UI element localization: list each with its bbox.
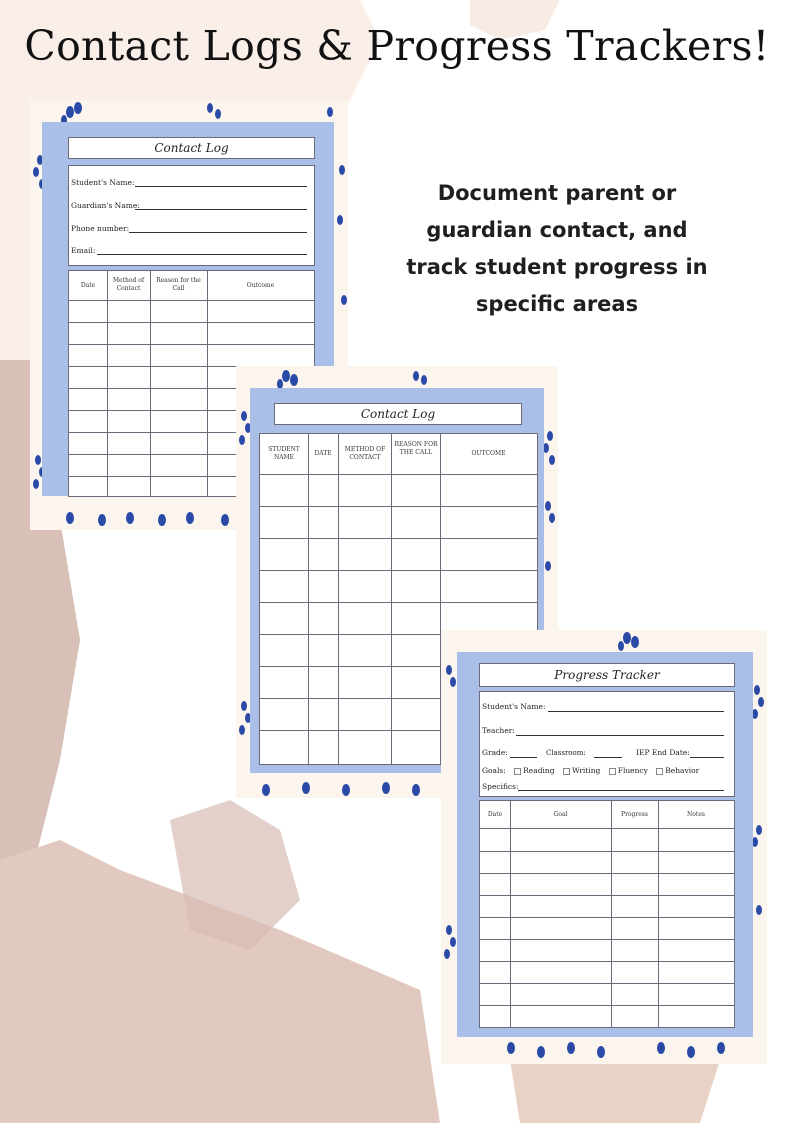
description-line: guardian contact, and (426, 218, 688, 242)
page-heading: Contact Logs & Progress Trackers! (24, 22, 770, 70)
grade-label: Grade: (482, 748, 508, 757)
column-divider (207, 271, 208, 496)
column-header-outcome: OUTCOME (471, 450, 506, 457)
column-divider (510, 801, 511, 1027)
student-name-field[interactable] (135, 186, 307, 187)
fluency-checkbox[interactable] (609, 768, 616, 775)
progress-tracker-sheet (441, 630, 767, 1064)
iep-end-date-field[interactable] (690, 757, 724, 758)
table-row (480, 961, 734, 962)
column-header-notes: Notes (687, 811, 705, 818)
phone-number-field[interactable] (129, 232, 307, 233)
column-divider (611, 801, 612, 1027)
table-row (480, 917, 734, 918)
column-header-outcome: Outcome (246, 282, 275, 289)
guardian-name-field[interactable] (135, 209, 307, 210)
classroom-field[interactable] (594, 757, 622, 758)
table-row (260, 474, 537, 475)
phone-number-label: Phone number: (71, 224, 130, 233)
email-field[interactable] (97, 254, 307, 255)
progress-tracker-table (479, 800, 735, 1028)
table-row (69, 300, 314, 301)
teacher-field[interactable] (516, 735, 724, 736)
classroom-label: Classroom: (546, 749, 586, 757)
column-header-method: METHOD OF CONTACT (344, 446, 386, 461)
table-row (260, 506, 537, 507)
table-row (480, 939, 734, 940)
student-name-label: Student's Name: (482, 702, 546, 711)
table-row (260, 570, 537, 571)
sheet-title: Contact Log (68, 137, 315, 159)
column-header-reason: REASON FOR THE CALL (394, 441, 438, 456)
table-row (260, 602, 537, 603)
column-header-date: Date (487, 811, 503, 818)
column-divider (338, 434, 339, 764)
writing-option: Writing (571, 766, 601, 775)
column-header-method: Method of Contact (112, 277, 145, 292)
description-text (392, 175, 722, 323)
reading-checkbox[interactable] (514, 768, 521, 775)
guardian-name-label: Guardian's Name: (71, 201, 140, 210)
behavior-option: Behavior (665, 766, 700, 775)
column-divider (107, 271, 108, 496)
fluency-option: Fluency (617, 766, 648, 775)
goals-label: Goals: (482, 766, 506, 775)
behavior-checkbox[interactable] (656, 768, 663, 775)
specifics-field[interactable] (518, 790, 724, 791)
column-divider (391, 434, 392, 764)
table-row (480, 873, 734, 874)
grade-field[interactable] (510, 757, 537, 758)
column-divider (658, 801, 659, 1027)
reading-option: Reading (523, 766, 555, 775)
teacher-label: Teacher: (482, 726, 515, 735)
table-row (69, 344, 314, 345)
column-header-goal: Goal (553, 811, 568, 818)
sheet-title: Progress Tracker (479, 663, 735, 687)
goals-row (482, 766, 699, 775)
student-name-label: Student's Name: (71, 178, 135, 187)
table-row (260, 538, 537, 539)
tracker-info-box (479, 691, 735, 797)
table-row (69, 322, 314, 323)
iep-end-date-label: IEP End Date: (636, 748, 690, 757)
column-header-date: DATE (314, 450, 332, 457)
description-line: Document parent or (437, 181, 677, 205)
column-divider (150, 271, 151, 496)
description-line: track student progress in (406, 255, 708, 279)
table-row (480, 851, 734, 852)
table-row (480, 828, 734, 829)
sheet-title: Contact Log (274, 403, 522, 425)
writing-checkbox[interactable] (563, 768, 570, 775)
email-label: Email: (71, 246, 96, 255)
table-row (480, 1005, 734, 1006)
column-header-progress: Progress (621, 811, 648, 818)
description-line: specific areas (475, 292, 639, 316)
column-header-student-name: STUDENT NAME (268, 446, 300, 461)
column-header-reason: Reason for the Call (156, 277, 201, 292)
specifics-label: Specifics: (482, 782, 519, 791)
column-divider (308, 434, 309, 764)
table-row (480, 895, 734, 896)
student-name-field[interactable] (548, 711, 724, 712)
student-info-box (68, 165, 315, 266)
column-header-date: Date (80, 282, 96, 289)
table-row (480, 983, 734, 984)
